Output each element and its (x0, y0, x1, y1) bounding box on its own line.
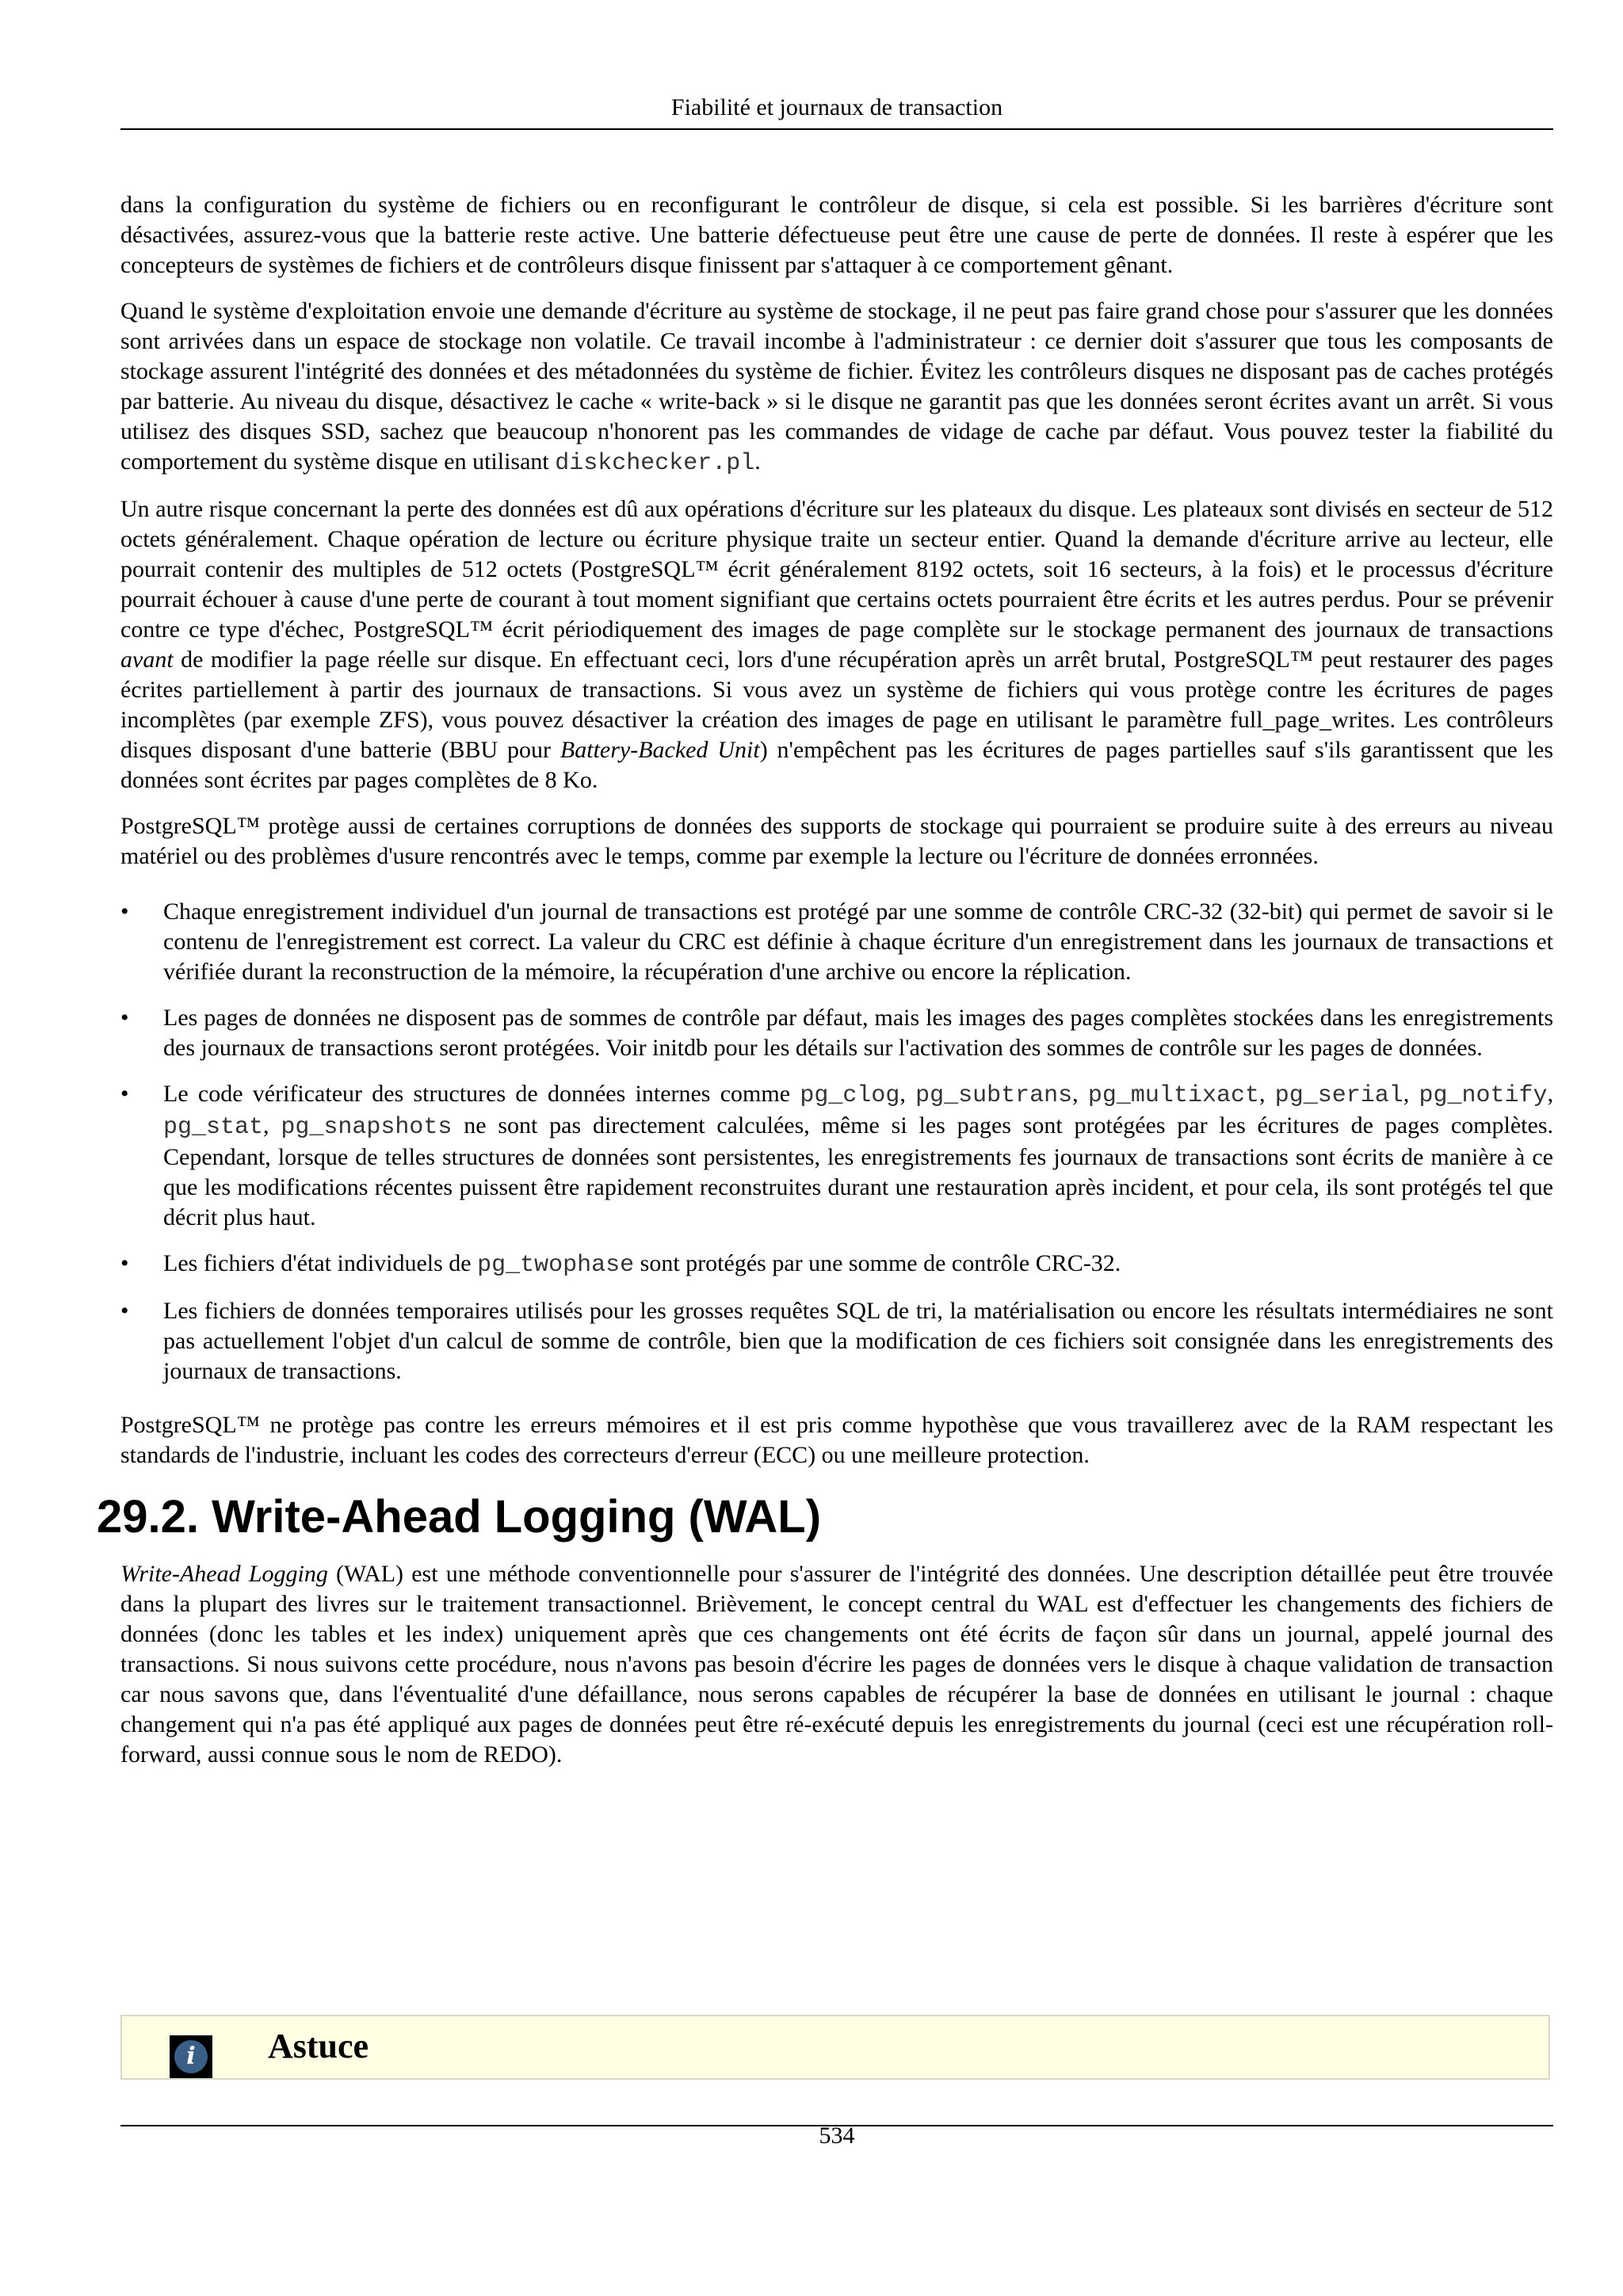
paragraph-torn-pages (120, 494, 1553, 795)
paragraph-text-a: Un autre risque concernant la perte des données est dû aux opérations d'écriture sur les plateaux du disque. Les plateaux sont divisés en secteur de 512 octets généralement. Chaque opération de lecture ou écriture physique traite un secteur entier. Quand la demande d'écriture arrive au lecteur, elle pourrait contenir des multiples de 512 octets (PostgreSQL™ écrit généralement 8192 octets, soit 16 secteurs, à la fois) et le processus d'écriture pourrait échouer à cause d'une perte de courant à tout moment signifiant que certains octets pourraient être écrits et les autres perdus. Pour se prévenir contre ce type d'échec, PostgreSQL™ écrit périodiquement des images de page complète sur le stockage permanent des journaux de transactions (120, 496, 1553, 643)
code-separator: , (1403, 1081, 1419, 1107)
paragraph-text-b: de modifier la page réelle sur disque. En effectuant ceci, lors d'une récupération après un arrêt brutal, PostgreSQL™ peut restaurer des pages écrites partiellement à partir des journaux de transactions. Si vous avez un système de fichiers qui vous protège contre les écritures de pages incomplètes (par exemple ZFS), vous pouvez désactiver la création des images de page en utilisant le paramètre full_page_writes. Les contrôleurs disques disposant d'une batterie (BBU pour (120, 646, 1553, 763)
list-item-text: Les pages de données ne disposent pas de sommes de contrôle par défaut, mais les images des pages complètes stockées dans les enregistrements des journaux de transactions seront protégées. Voir initdb pour les détails sur l'activation des sommes de contrôle sur les pages de données. (163, 1005, 1553, 1061)
list-item (120, 897, 1553, 987)
bullet-marker: • (120, 898, 129, 925)
code-pg-snapshots: pg_snapshots (281, 1114, 453, 1141)
list-item-text: Les fichiers de données temporaires utilisés pour les grosses requêtes SQL de tri, la matérialisation ou encore les résultats intermédiaires ne sont pas actuellement l'objet d'un calcul de somme de contrôle, bien que la modification de ces fichiers soit consignée dans les enregistrements des journaux de transactions. (163, 1298, 1553, 1384)
code-pg-notify: pg_notify (1419, 1082, 1548, 1109)
bullet-marker: • (120, 1250, 129, 1276)
section-heading: 29.2. Write-Ahead Logging (WAL) (97, 1491, 822, 1543)
page-number: 534 (819, 2122, 855, 2149)
bullet-marker: • (120, 1298, 129, 1324)
list-item-intro: Les fichiers d'état individuels de (163, 1250, 472, 1276)
list-item-rest: ne sont pas directement calculées, même si les pages sont protégées par les écritures de pages complètes. Cependant, lorsque de telles structures de données sont persistentes, les enregistrements fes journaux de transactions sont écrits de manière à ce que les modifications récentes puissent être rapidement reconstruites durant une restauration après incident, et pour cela, ils sont protégés tel que décrit plus haut. (163, 1112, 1553, 1230)
tip-callout (120, 2015, 1550, 2080)
emphasis-wal: Write-Ahead Logging (120, 1561, 328, 1587)
emphasis-avant: avant (120, 646, 174, 673)
code-pg-multixact: pg_multixact (1087, 1082, 1259, 1109)
list-item-text (163, 1250, 1121, 1279)
paragraph-barriers: dans la configuration du système de fichiers ou en reconfigurant le contrôleur de disque, si cela est possible. Si les barrières d'écriture sont désactivées, assurez-vous que la batterie reste active. Une batterie défectueuse peut être une cause de perte de données. Il reste à espérer que les concepteurs de systèmes de fichiers et de contrôleurs disque finissent par s'attaquer à ce comportement gênant. (120, 192, 1553, 278)
list-item (120, 1296, 1553, 1386)
code-pg-clog: pg_clog (800, 1082, 900, 1109)
code-pg-twophase: pg_twophase (477, 1252, 635, 1279)
code-pg-subtrans: pg_subtrans (915, 1082, 1073, 1109)
list-item-text: Chaque enregistrement individuel d'un journal de transactions est protégé par une somme de contrôle CRC-32 (32-bit) qui permet de savoir si le contenu de l'enregistrement est correct. La valeur du CRC est définie à chaque écriture d'un enregistrement dans les journaux de transactions et vérifiée durant la reconstruction de la mémoire, la récupération d'une archive ou encore la réplication. (163, 898, 1553, 985)
paragraph-corruption: PostgreSQL™ protège aussi de certaines corruptions de données des supports de stockage qui pourraient se produire suite à des erreurs au niveau matériel ou des problèmes d'usure rencontrés avec le temps, comme par exemple la lecture ou l'écriture de données erronnées. (120, 813, 1553, 869)
paragraph-memory-errors: PostgreSQL™ ne protège pas contre les erreurs mémoires et il est pris comme hypothèse que vous travaillerez avec de la RAM respectant les standards de l'industrie, incluant les codes des correcteurs d'erreur (ECC) ou une meilleure protection. (120, 1412, 1553, 1468)
diskchecker-command: diskchecker.pl (555, 450, 755, 477)
bullet-marker: • (120, 1005, 129, 1031)
paragraph-text: Quand le système d'exploitation envoie une demande d'écriture au système de stockage, il ne peut pas faire grand chose pour s'assurer que les données sont arrivées dans un espace de stockage non volatile. Ce travail incombe à l'administrateur : ce dernier doit s'assurer que tous les composants de stockage assurent l'intégrité des données et des métadonnées du système de fichier. Évitez les contrôleurs disques ne disposant pas de caches protégés par batterie. Au niveau du disque, désactivez le cache « write-back » si le disque ne garantit pas que les données seront écrites avant un arrêt. Si vous utilisez des disques SSD, sachez que beaucoup n'honorent pas les commandes de vidage de cache par défaut. Vous pouvez tester la fiabilité du comportement du système disque en utilisant (120, 298, 1553, 475)
tip-title: Astuce (268, 2027, 369, 2065)
running-header: Fiabilité et journaux de transaction (670, 94, 1003, 120)
paragraph-tail: . (754, 448, 761, 475)
list-item-rest: sont protégés par une somme de contrôle CRC-32. (640, 1250, 1121, 1276)
code-separator: , (1547, 1081, 1554, 1107)
checksum-list (120, 897, 1553, 1386)
list-item (120, 1079, 1553, 1233)
list-item-intro: Le code vérificateur des structures de données internes comme (163, 1081, 791, 1107)
header-divider (120, 128, 1553, 130)
code-separator: , (1258, 1081, 1275, 1107)
code-pg-serial: pg_serial (1274, 1082, 1403, 1109)
paragraph-wal-intro (120, 1559, 1553, 1770)
paragraph-text: (WAL) est une méthode conventionnelle pour s'assurer de l'intégrité des données. Une description détaillée peut être trouvée dans la plupart des livres sur le traitement transactionnel. Brièvement, le concept central du WAL est d'effectuer les changements des fichiers de données (donc les tables et les index) uniquement après que ces changements ont été écrits de façon sûr dans un journal, appelé journal des transactions. Si nous suivons cette procédure, nous n'avons pas besoin d'écrire les pages de données vers le disque à chaque validation de transaction car nous savons que, dans l'éventualité d'une défaillance, nous serons capables de récupérer la base de données en utilisant le journal : chaque changement qui n'a pas été appliqué aux pages de données peut être ré-exécuté depuis les enregistrements du journal (ceci est une récupération roll-forward, aussi connue sous le nom de REDO). (120, 1561, 1553, 1768)
code-pg-stat: pg_stat (163, 1114, 264, 1141)
info-icon (170, 2035, 212, 2078)
code-separator: , (899, 1081, 916, 1107)
list-item-text (163, 1081, 1553, 1230)
bullet-marker: • (120, 1081, 129, 1107)
paragraph-text-c: ) n'empêchent pas les écritures de pages partielles sauf s'ils garantissent que les données sont écrites par pages complètes de 8 Ko. (120, 737, 1553, 793)
paragraph-os-write (120, 296, 1553, 479)
code-separator: , (1072, 1081, 1088, 1107)
info-icon-glyph: i (174, 2040, 208, 2073)
list-item (120, 1003, 1553, 1063)
list-item (120, 1249, 1553, 1280)
emphasis-bbu: Battery-Backed Unit (559, 737, 760, 763)
code-separator: , (263, 1112, 281, 1138)
page-content (97, 190, 1554, 1770)
